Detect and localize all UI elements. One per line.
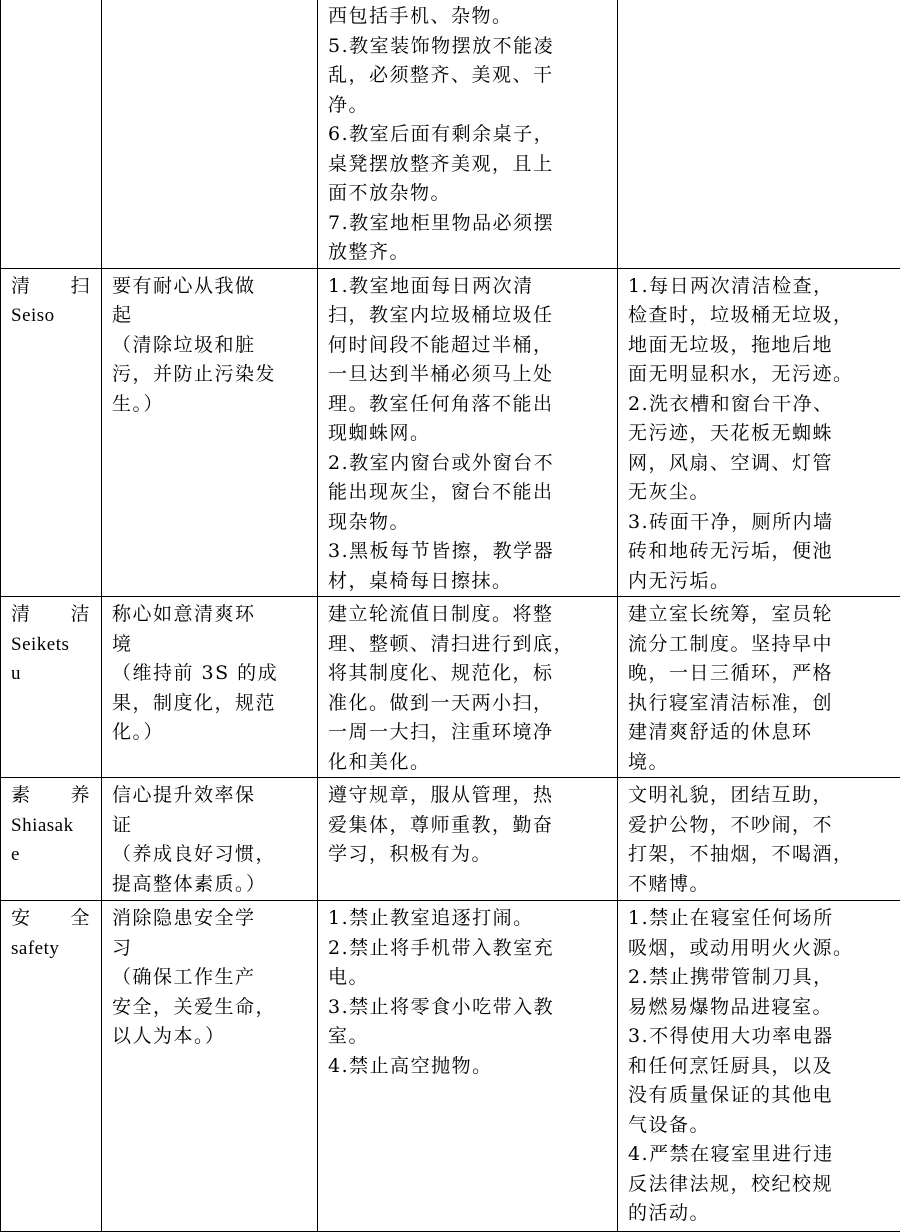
dorm-rules-cell: [618, 597, 900, 778]
text-line: 要有耐心从我做: [112, 272, 311, 302]
text-line: 3.不得使用大功率电器: [628, 1022, 894, 1052]
text-line: 1.每日两次清洁检查，: [628, 272, 894, 302]
text-line: 爱护公物，不吵闹，不: [628, 811, 894, 841]
text-line: 4.禁止高空抛物。: [328, 1052, 611, 1082]
text-line: 提高整体素质。）: [112, 870, 311, 900]
text-line: 化。）: [112, 718, 311, 748]
classroom-rules-cell: [318, 597, 618, 778]
text-line: 易燃易爆物品进寝室。: [628, 993, 894, 1023]
text-line: 起: [112, 301, 311, 331]
text-line: 文明礼貌，团结互助，: [628, 781, 894, 811]
category-cn: 清 扫: [11, 272, 97, 302]
text-line: （清除垃圾和脏: [112, 331, 311, 361]
motto-cell: [102, 0, 318, 268]
text-line: 桌凳摆放整齐美观，且上: [328, 150, 611, 180]
text-line: 2.禁止携带管制刀具，: [628, 963, 894, 993]
text-line: 境。: [628, 748, 894, 778]
category-cell: [1, 268, 102, 597]
text-line: 西包括手机、杂物。: [328, 2, 611, 32]
text-line: 生。）: [112, 390, 311, 420]
text-line: 一周一大扫，注重环境净: [328, 718, 611, 748]
text-line: 现蜘蛛网。: [328, 419, 611, 449]
text-line: 流分工制度。坚持早中: [628, 630, 894, 660]
text-line: 检查时，垃圾桶无垃圾，: [628, 301, 894, 331]
text-line: 境: [112, 630, 311, 660]
text-line: 砖和地砖无污垢，便池: [628, 537, 894, 567]
text-line: 净。: [328, 91, 611, 121]
text-line: （维持前 3S 的成: [112, 659, 311, 689]
text-line: 地面无垃圾，拖地后地: [628, 331, 894, 361]
text-line: 3.禁止将零食小吃带入教: [328, 993, 611, 1023]
text-line: 材，桌椅每日擦抹。: [328, 567, 611, 597]
text-line: 爱集体，尊师重教，勤奋: [328, 811, 611, 841]
text-line: 内无污垢。: [628, 567, 894, 597]
category-cn: 素 养: [11, 781, 97, 811]
text-line: 7.教室地柜里物品必须摆: [328, 209, 611, 239]
text-line: 反法律法规，校纪校规: [628, 1170, 894, 1200]
table-row: [1, 778, 900, 901]
category-cell: [1, 778, 102, 901]
text-line: 和任何烹饪厨具，以及: [628, 1052, 894, 1082]
text-line: 习: [112, 934, 311, 964]
classroom-rules-cell: [318, 901, 618, 1232]
text-line: 2.教室内窗台或外窗台不: [328, 449, 611, 479]
text-line: 6.教室后面有剩余桌子，: [328, 120, 611, 150]
category-en: u: [11, 659, 97, 689]
text-line: 何时间段不能超过半桶，: [328, 331, 611, 361]
text-line: （养成良好习惯，: [112, 840, 311, 870]
text-line: 电。: [328, 963, 611, 993]
text-line: 建清爽舒适的休息环: [628, 718, 894, 748]
text-line: 5.教室装饰物摆放不能凌: [328, 32, 611, 62]
classroom-rules-cell: [318, 778, 618, 901]
text-line: 不赌博。: [628, 870, 894, 900]
text-line: 建立室长统筹，室员轮: [628, 600, 894, 630]
category-en: e: [11, 840, 97, 870]
text-line: 遵守规章，服从管理，热: [328, 781, 611, 811]
text-line: 4.严禁在寝室里进行违: [628, 1140, 894, 1170]
dorm-rules-cell: [618, 268, 900, 597]
category-en: Shiasak: [11, 811, 97, 841]
text-line: 3.黑板每节皆擦，教学器: [328, 537, 611, 567]
text-line: 室。: [328, 1022, 611, 1052]
text-line: 面无明显积水，无污迹。: [628, 360, 894, 390]
table-row: [1, 268, 900, 597]
text-line: （确保工作生产: [112, 963, 311, 993]
text-line: 准化。做到一天两小扫，: [328, 689, 611, 719]
text-line: 打架，不抽烟，不喝酒，: [628, 840, 894, 870]
table-row: [1, 597, 900, 778]
text-line: 证: [112, 811, 311, 841]
text-line: 1.教室地面每日两次清: [328, 272, 611, 302]
text-line: 网，风扇、空调、灯管: [628, 449, 894, 479]
text-line: 信心提升效率保: [112, 781, 311, 811]
dorm-rules-cell: [618, 0, 900, 268]
table-body: [1, 0, 900, 1232]
text-line: 理。教室任何角落不能出: [328, 390, 611, 420]
motto-cell: [102, 901, 318, 1232]
category-en: Seiso: [11, 301, 97, 331]
text-line: 的活动。: [628, 1199, 894, 1229]
text-line: 一旦达到半桶必须马上处: [328, 360, 611, 390]
category-cn: 安 全: [11, 904, 97, 934]
text-line: 现杂物。: [328, 508, 611, 538]
classroom-rules-cell: [318, 268, 618, 597]
text-line: 3.砖面干净，厕所内墙: [628, 508, 894, 538]
category-cell: [1, 901, 102, 1232]
text-line: 1.禁止教室追逐打闹。: [328, 904, 611, 934]
text-line: 1.禁止在寝室任何场所: [628, 904, 894, 934]
text-line: 扫，教室内垃圾桶垃圾任: [328, 301, 611, 331]
motto-cell: [102, 597, 318, 778]
table-row: [1, 901, 900, 1232]
text-line: 气设备。: [628, 1111, 894, 1141]
text-line: 无污迹，天花板无蜘蛛: [628, 419, 894, 449]
category-en: Seikets: [11, 630, 97, 660]
category-cell: [1, 0, 102, 268]
text-line: 污，并防止污染发: [112, 360, 311, 390]
text-line: 晚，一日三循环，严格: [628, 659, 894, 689]
category-cn: 清 洁: [11, 600, 97, 630]
text-line: 执行寝室清洁标准，创: [628, 689, 894, 719]
table-row: [1, 0, 900, 268]
text-line: 2.洗衣槽和窗台干净、: [628, 390, 894, 420]
text-line: 学习，积极有为。: [328, 840, 611, 870]
text-line: 吸烟，或动用明火火源。: [628, 934, 894, 964]
text-line: 2.禁止将手机带入教室充: [328, 934, 611, 964]
text-line: 消除隐患安全学: [112, 904, 311, 934]
text-line: 能出现灰尘，窗台不能出: [328, 478, 611, 508]
category-cell: [1, 597, 102, 778]
text-line: 没有质量保证的其他电: [628, 1081, 894, 1111]
text-line: 以人为本。）: [112, 1022, 311, 1052]
text-line: 将其制度化、规范化，标: [328, 659, 611, 689]
text-line: 面不放杂物。: [328, 179, 611, 209]
text-line: 放整齐。: [328, 238, 611, 268]
motto-cell: [102, 268, 318, 597]
dorm-rules-cell: [618, 778, 900, 901]
classroom-rules-cell: [318, 0, 618, 268]
text-line: 建立轮流值日制度。将整: [328, 600, 611, 630]
text-line: 理、整顿、清扫进行到底，: [328, 630, 611, 660]
text-line: 化和美化。: [328, 748, 611, 778]
category-en: safety: [11, 934, 97, 964]
text-line: 无灰尘。: [628, 478, 894, 508]
motto-cell: [102, 778, 318, 901]
text-line: 称心如意清爽环: [112, 600, 311, 630]
text-line: 乱，必须整齐、美观、干: [328, 61, 611, 91]
dorm-rules-cell: [618, 901, 900, 1232]
text-line: 果，制度化，规范: [112, 689, 311, 719]
text-line: 安全，关爱生命，: [112, 993, 311, 1023]
